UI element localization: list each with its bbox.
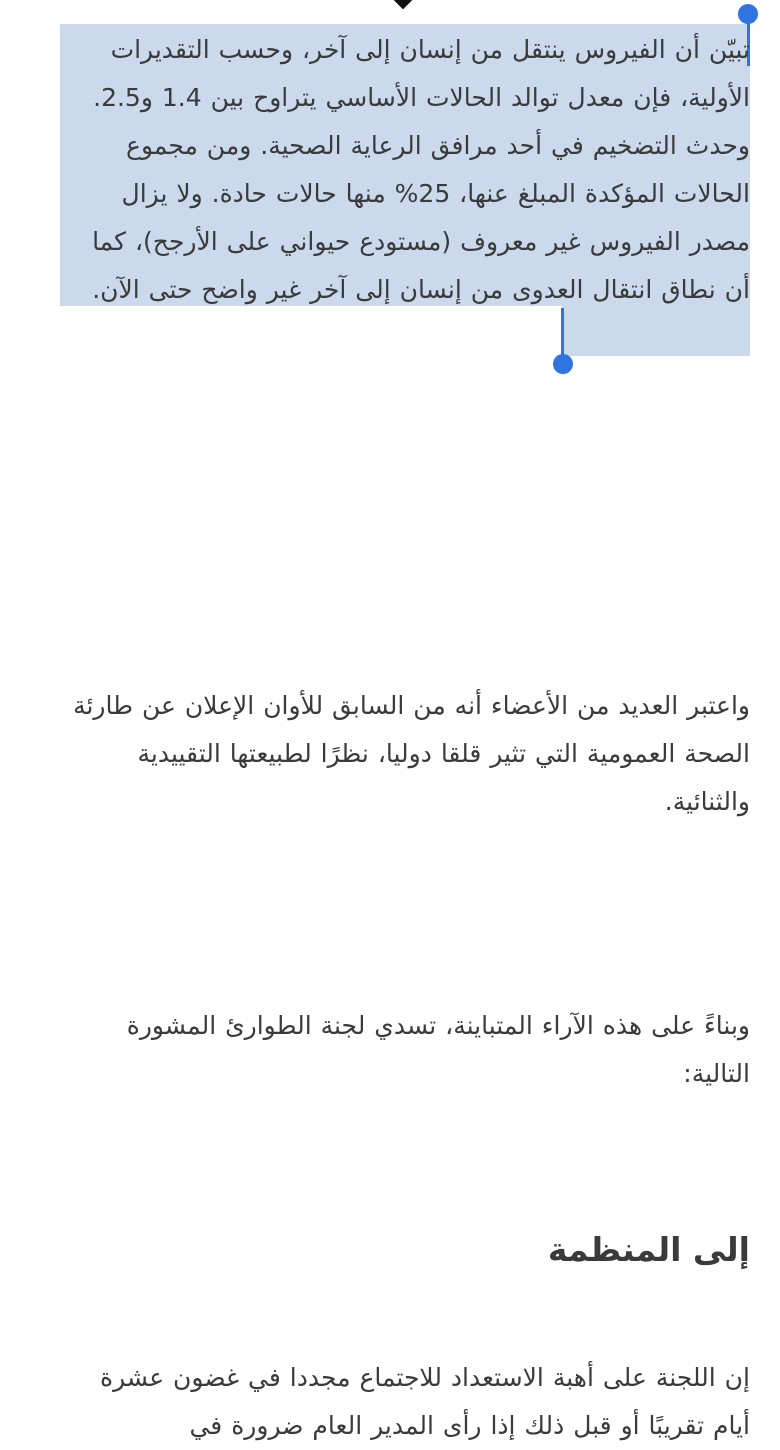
paragraph[interactable]: وبناءً على هذه الآراء المتباينة، تسدي لجنة الطوارئ المشورة التالية: (126, 1011, 750, 1088)
selected-paragraph[interactable]: تبيّن أن الفيروس ينتقل من إنسان إلى آخر، وحسب التقديرات الأولية، فإن معدل توالد الحالات الأساسي يتراوح بين 1.4 و2.5. وحدث التضخيم في أحد مرافق الرعاية الصحية. ومن مجموع الحالات المؤكدة المبلغ عنها، 25% منها حالات حادة. ولا يزال مصدر الفيروس غير معروف (مستودع حيواني على الأرجح)، كما أن نطاق انتقال العدوى من إنسان إلى آخر غير واضح حتى الآن. (92, 35, 750, 304)
paragraph[interactable]: واعتبر العديد من الأعضاء أنه من السابق للأوان الإعلان عن طارئة الصحة العمومية التي تثير قلقا دوليا، نظرًا لطبيعتها التقييدية والثنائية. (73, 691, 750, 816)
section-heading: إلى المنظمة (547, 1230, 750, 1269)
paragraph[interactable]: إن اللجنة على أهبة الاستعداد للاجتماع مجددا في غضون عشرة أيام تقريبًا أو قبل ذلك إذا رأى المدير العام ضرورة في (100, 1363, 750, 1440)
popover-arrow-icon (392, 0, 415, 9)
selection-end-handle[interactable] (553, 354, 573, 374)
selection-end-handle-stem (561, 308, 564, 358)
document-reader[interactable] (30, 0, 780, 1440)
selection-start-handle[interactable] (738, 4, 758, 24)
